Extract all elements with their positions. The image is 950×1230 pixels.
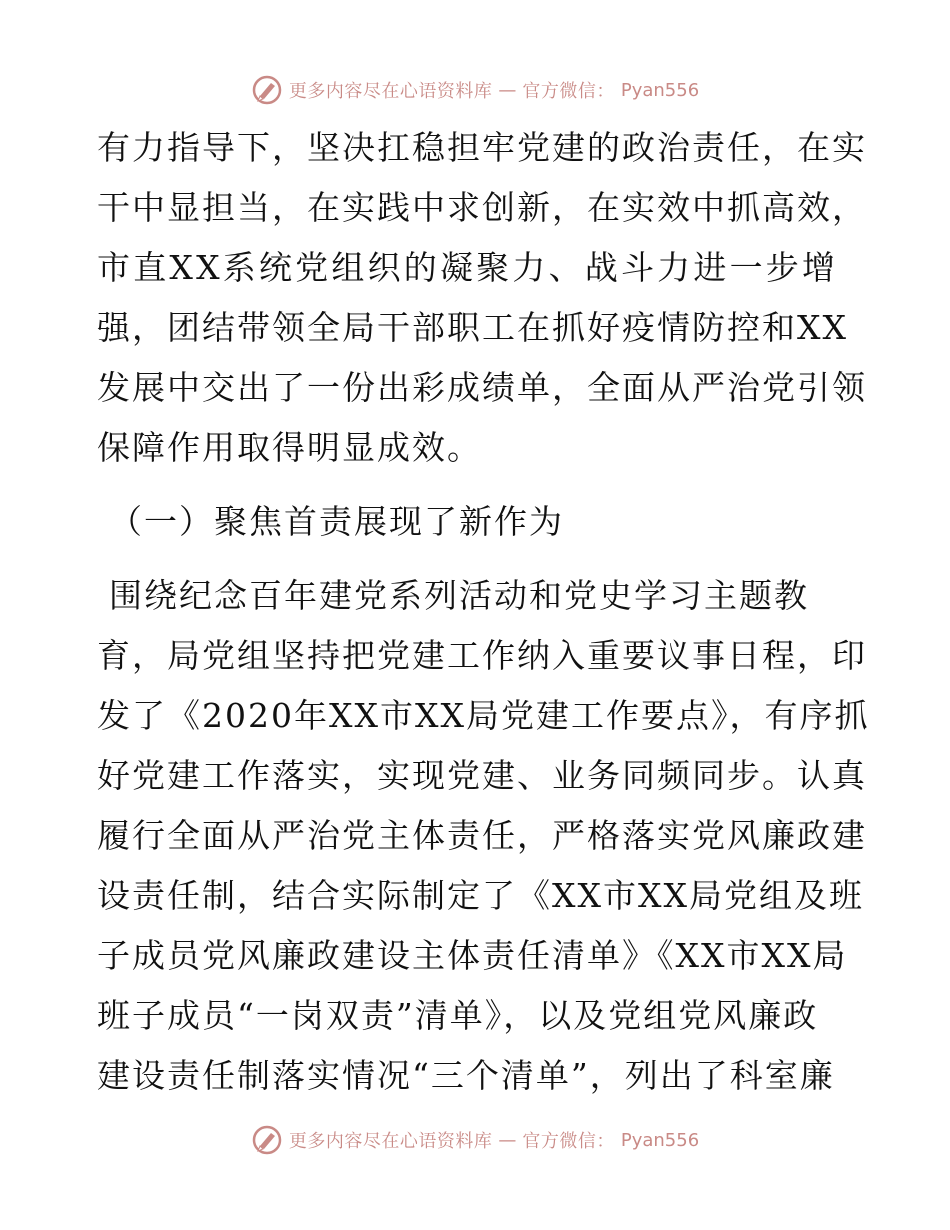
watermark-site-text: 更多内容尽在心语资料库 (288, 81, 493, 102)
watermark-site-text: 更多内容尽在心语资料库 (288, 1131, 493, 1152)
section-heading: （一）聚焦首责展现了新作为 (109, 502, 564, 541)
text-line: 班子成员“一岗双责”清单》，以及党组党风廉政 (97, 996, 819, 1035)
text-line: 强，团结带领全局干部职工在抓好疫情防控和XX (97, 308, 848, 347)
text-line: 建设责任制落实情况“三个清单”，列出了科室廉 (97, 1056, 835, 1095)
text-line: 发展中交出了一份出彩成绩单，全面从严治党引领 (97, 368, 867, 407)
watermark-wechat-label: 官方微信： (522, 81, 615, 102)
text-line: 子成员党风廉政建设主体责任清单》《XX市XX局 (97, 936, 848, 975)
watermark-wechat-id: Pyan556 (620, 1129, 700, 1151)
watermark-wechat-label: 官方微信： (522, 1131, 615, 1152)
text-line: 保障作用取得明显成效。 (97, 428, 482, 467)
text-line: 市直XX系统党组织的凝聚力、战斗力进一步增 (97, 248, 839, 287)
text-line: 好党建工作落实，实现党建、业务同频同步。认真 (97, 756, 867, 795)
text-line: 有力指导下，坚决扛稳担牢党建的政治责任，在实 (97, 128, 867, 167)
paragraph-1 (97, 118, 867, 478)
text-line: 育，局党组坚持把党建工作纳入重要议事日程，印 (97, 636, 867, 675)
header-watermark (0, 70, 950, 110)
watermark-wechat-id: Pyan556 (620, 79, 700, 101)
watermark-separator: — (498, 1129, 517, 1151)
footer-watermark (0, 1120, 950, 1160)
text-line: 干中显担当，在实践中求创新，在实效中抓高效， (97, 188, 867, 227)
text-line: 围绕纪念百年建党系列活动和党史学习主题教 (109, 576, 809, 615)
text-line: 履行全面从严治党主体责任，严格落实党风廉政建 (97, 816, 867, 855)
watermark-separator: — (498, 79, 517, 101)
document-body (97, 118, 870, 1106)
pen-logo-icon (251, 74, 283, 106)
paragraph-2 (97, 566, 870, 1106)
text-line: 设责任制，结合实际制定了《XX市XX局党组及班 (97, 876, 864, 915)
pen-logo-icon (251, 1124, 283, 1156)
text-line: 发了《2020年XX市XX局党建工作要点》，有序抓 (97, 696, 870, 735)
